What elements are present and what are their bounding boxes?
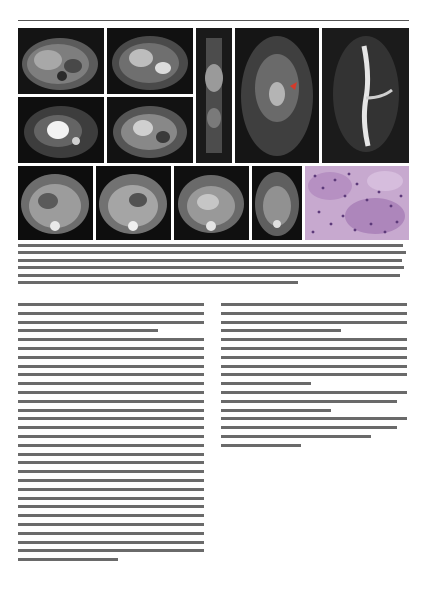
figure-panel-histology	[305, 166, 409, 240]
text-line	[18, 442, 206, 451]
text-line	[221, 327, 409, 336]
mri-image	[107, 28, 193, 94]
ct-image	[96, 166, 171, 240]
text-line	[18, 407, 206, 416]
composite-figure	[18, 28, 409, 240]
text-line	[18, 415, 206, 424]
text-line	[18, 530, 206, 539]
reference-line	[221, 407, 409, 416]
caption-line	[18, 258, 409, 265]
figure-panel-i	[96, 166, 171, 240]
text-line	[221, 301, 409, 310]
text-line	[18, 301, 206, 310]
text-line	[221, 310, 409, 319]
text-line	[221, 345, 409, 354]
figure-panel-h	[18, 166, 93, 240]
caption-line	[18, 280, 409, 287]
text-line	[18, 380, 206, 389]
text-line	[18, 398, 206, 407]
reference-line	[221, 424, 409, 433]
text-line	[18, 521, 206, 530]
mri-image	[18, 28, 104, 94]
text-line	[18, 477, 206, 486]
reference-line	[221, 398, 409, 407]
ct-image	[174, 166, 249, 240]
running-header	[18, 8, 409, 22]
mri-image	[107, 97, 193, 163]
reference-line	[221, 433, 409, 442]
text-line	[18, 345, 206, 354]
text-line	[18, 539, 206, 548]
caption-line	[18, 273, 409, 280]
text-line	[18, 424, 206, 433]
figure-panel-f	[235, 28, 319, 163]
figure-panel-j	[174, 166, 249, 240]
text-line	[18, 389, 206, 398]
caption-line	[18, 243, 409, 250]
figure-panel-c	[18, 97, 104, 163]
body-text-right	[221, 301, 409, 451]
figure-panel-b	[107, 28, 193, 94]
text-line	[18, 547, 206, 556]
text-line	[18, 319, 206, 328]
text-line	[18, 354, 206, 363]
body-text-left	[18, 301, 206, 565]
caption-line	[18, 265, 409, 272]
text-line	[18, 451, 206, 460]
text-line	[18, 495, 206, 504]
text-line	[18, 433, 206, 442]
reference-line	[221, 442, 409, 451]
header-rule	[18, 20, 409, 21]
caption-line	[18, 250, 409, 257]
text-line	[18, 503, 206, 512]
text-line	[18, 486, 206, 495]
text-line	[18, 371, 206, 380]
figure-panel-a	[18, 28, 104, 94]
mri-coronal-image	[235, 28, 319, 163]
text-line	[221, 319, 409, 328]
text-line	[221, 336, 409, 345]
histology-image	[305, 166, 409, 240]
figure-panel-e	[196, 28, 232, 163]
text-line	[18, 512, 206, 521]
text-line	[18, 310, 206, 319]
text-line	[18, 468, 206, 477]
text-line	[221, 354, 409, 363]
text-line	[18, 327, 206, 336]
text-line	[18, 336, 206, 345]
text-line	[18, 363, 206, 372]
reference-line	[221, 389, 409, 398]
text-line	[18, 459, 206, 468]
mri-image	[18, 97, 104, 163]
text-line	[221, 371, 409, 380]
figure-panel-d	[107, 97, 193, 163]
figure-caption	[18, 243, 409, 287]
ct-image	[252, 166, 302, 240]
figure-panel-g	[322, 28, 409, 163]
figure-panel-k	[252, 166, 302, 240]
mri-coronal-image	[196, 28, 232, 163]
reference-line	[221, 415, 409, 424]
text-line	[221, 380, 409, 389]
ct-image	[18, 166, 93, 240]
text-line	[221, 363, 409, 372]
mrcp-image	[322, 28, 409, 163]
text-line	[18, 556, 206, 565]
